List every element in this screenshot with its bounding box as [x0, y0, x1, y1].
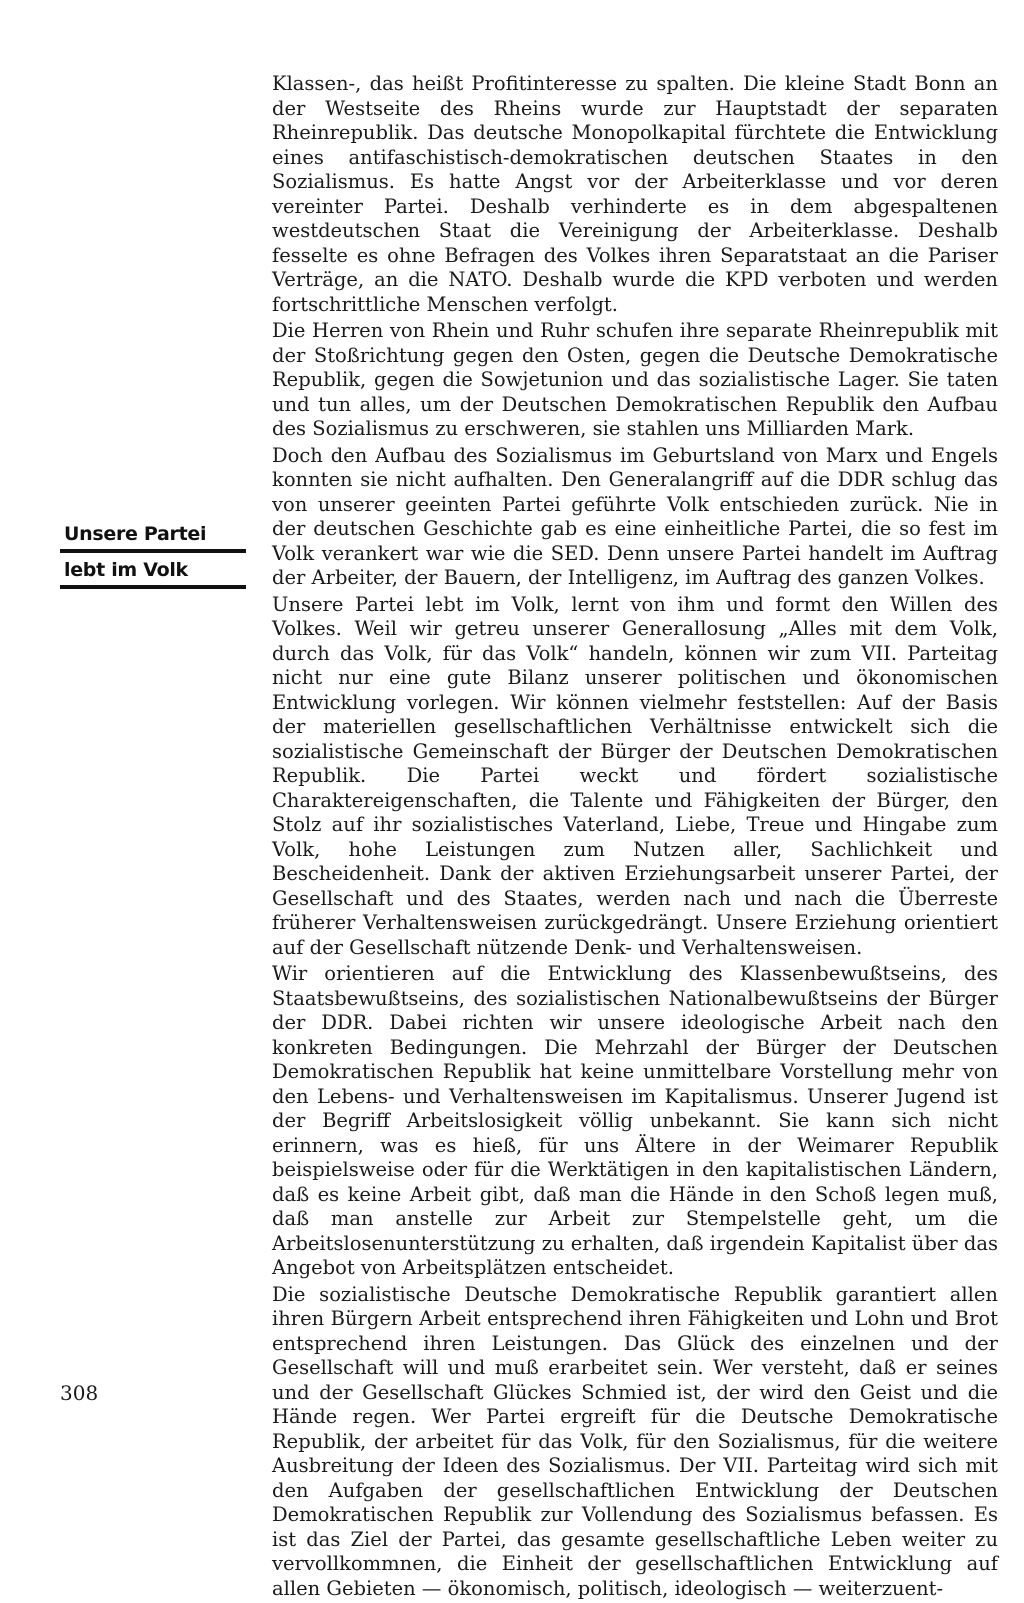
paragraph-6: Die sozialistische Deutsche Demokratische Republik garantiert allen ihren Bürgern Arbeit entsprechend ihren Fähigkeiten und Lohn und Brot entsprechend ihren Leistungen. Das Glück des einzelnen und der Gesellschaft will und muß erarbeitet sein. Wer versteht, daß er seines und der Gesellschaft Glückes Schmied ist, der wird den Geist und die Hände regen. Wer Partei ergreift für die Deutsche Demokratische Republik, der arbeitet für das Volk, für den Sozialismus, für die weitere Ausbreitung der Ideen des Sozialismus. Der VII. Parteitag wird sich mit den Aufgaben der gesellschaftlichen Entwicklung der Deutschen Demokratischen Republik zur Vollendung des Sozialismus befassen. Es ist das Ziel der Partei, das gesamte gesellschaftliche Leben weiter zu vervollkommnen, die Einheit der gesellschaftlichen Entwicklung auf allen Gebieten — ökonomisch, politisch, ideologisch — weiterzuent- [272, 1282, 998, 1600]
paragraph-2: Die Herren von Rhein und Ruhr schufen ihre separate Rheinrepublik mit der Stoßrichtung gegen den Osten, gegen die Deutsche Demokratische Republik, gegen die Sowjetunion und das sozialistische Lager. Sie taten und tun alles, um der Deutschen Demokratischen Republik den Aufbau des Sozialismus zu erschweren, sie stahlen uns Milliarden Mark. [272, 319, 998, 440]
paragraph-1: Klassen-, das heißt Profitinteresse zu spalten. Die kleine Stadt Bonn an der Westseite des Rheins wurde zur Hauptstadt der separaten Rheinrepublik. Das deutsche Monopolkapital fürchtete die Entwicklung eines antifaschistisch-demokratischen deutschen Staates in den Sozialismus. Es hatte Angst vor der Arbeiterklasse und vor deren vereinter Partei. Deshalb verhinderte es in dem abgespaltenen westdeutschen Staat die Vereinigung der Arbeiterklasse. Deshalb fesselte es ohne Befragen des Volkes ihren Separatstaat an die Pariser Verträge, an die NATO. Deshalb wurde die KPD verboten und werden fortschrittliche Menschen verfolgt. [272, 72, 998, 316]
sidebar-heading-line-2: lebt im Volk [60, 553, 246, 589]
paragraph-5: Wir orientieren auf die Entwicklung des Klassenbewußtseins, des Staatsbewußtseins, des sozialistischen Nationalbewußtseins der Bürger der DDR. Dabei richten wir unsere ideologische Arbeit nach den konkreten Bedingungen. Die Mehrzahl der Bürger der Deutschen Demokratischen Republik hat keine unmittelbare Vorstellung mehr von den Lebens- und Verhaltensweisen im Kapitalismus. Unserer Jugend ist der Begriff Arbeitslosigkeit völlig unbekannt. Sie kann sich nicht erinnern, was es hieß, für uns Ältere in der Weimarer Republik beispielsweise oder für die Werktätigen in den kapitalistischen Ländern, daß es keine Arbeit gibt, daß man die Hände in den Schoß legen muß, daß man anstelle zur Arbeit zur Stempelstelle geht, um die Arbeitslosenunterstützung zu erhalten, daß irgendein Kapitalist über das Angebot von Arbeitsplätzen entscheidet. [272, 962, 998, 1279]
paragraph-4: Unsere Partei lebt im Volk, lernt von ihm und formt den Willen des Volkes. Weil wir getreu unserer Generallosung „Alles mit dem Volk, durch das Volk, für das Volk“ handeln, können wir zum VII. Parteitag nicht nur eine gute Bilanz unserer politischen und ökonomischen Entwicklung vorlegen. Wir können vielmehr feststellen: Auf der Basis der materiellen gesellschaftlichen Verhältnisse entwickelt sich die sozialistische Gemeinschaft der Bürger der Deutschen Demokratischen Republik. Die Partei weckt und fördert sozialistische Charaktereigenschaften, die Talente und Fähigkeiten der Bürger, den Stolz auf ihr sozialistisches Vaterland, Liebe, Treue und Hingabe zum Volk, hohe Leistungen zum Nutzen aller, Sachlichkeit und Bescheidenheit. Dank der aktiven Erziehungsarbeit unserer Partei, der Gesellschaft und des Staates, werden nach und nach die Überreste früherer Verhaltensweisen zurückgedrängt. Unsere Erziehung orientiert auf der Gesellschaft nützende Denk- und Verhaltensweisen. [272, 592, 998, 959]
sidebar-heading-line-1: Unsere Partei [60, 517, 246, 553]
body-text-column [272, 72, 998, 1603]
paragraph-3: Doch den Aufbau des Sozialismus im Geburtsland von Marx und Engels konnten sie nicht aufhalten. Den Generalangriff auf die DDR schlug das von unserer geeinten Partei geführte Volk entschieden zurück. Nie in der deutschen Geschichte gab es eine einheitliche Partei, die so fest im Volk verankert war wie die SED. Denn unsere Partei handelt im Auftrag der Arbeiter, der Bauern, der Intelligenz, im Auftrag des ganzen Volkes. [272, 443, 998, 589]
page-number: 308 [60, 1381, 99, 1405]
sidebar-heading [60, 517, 246, 589]
